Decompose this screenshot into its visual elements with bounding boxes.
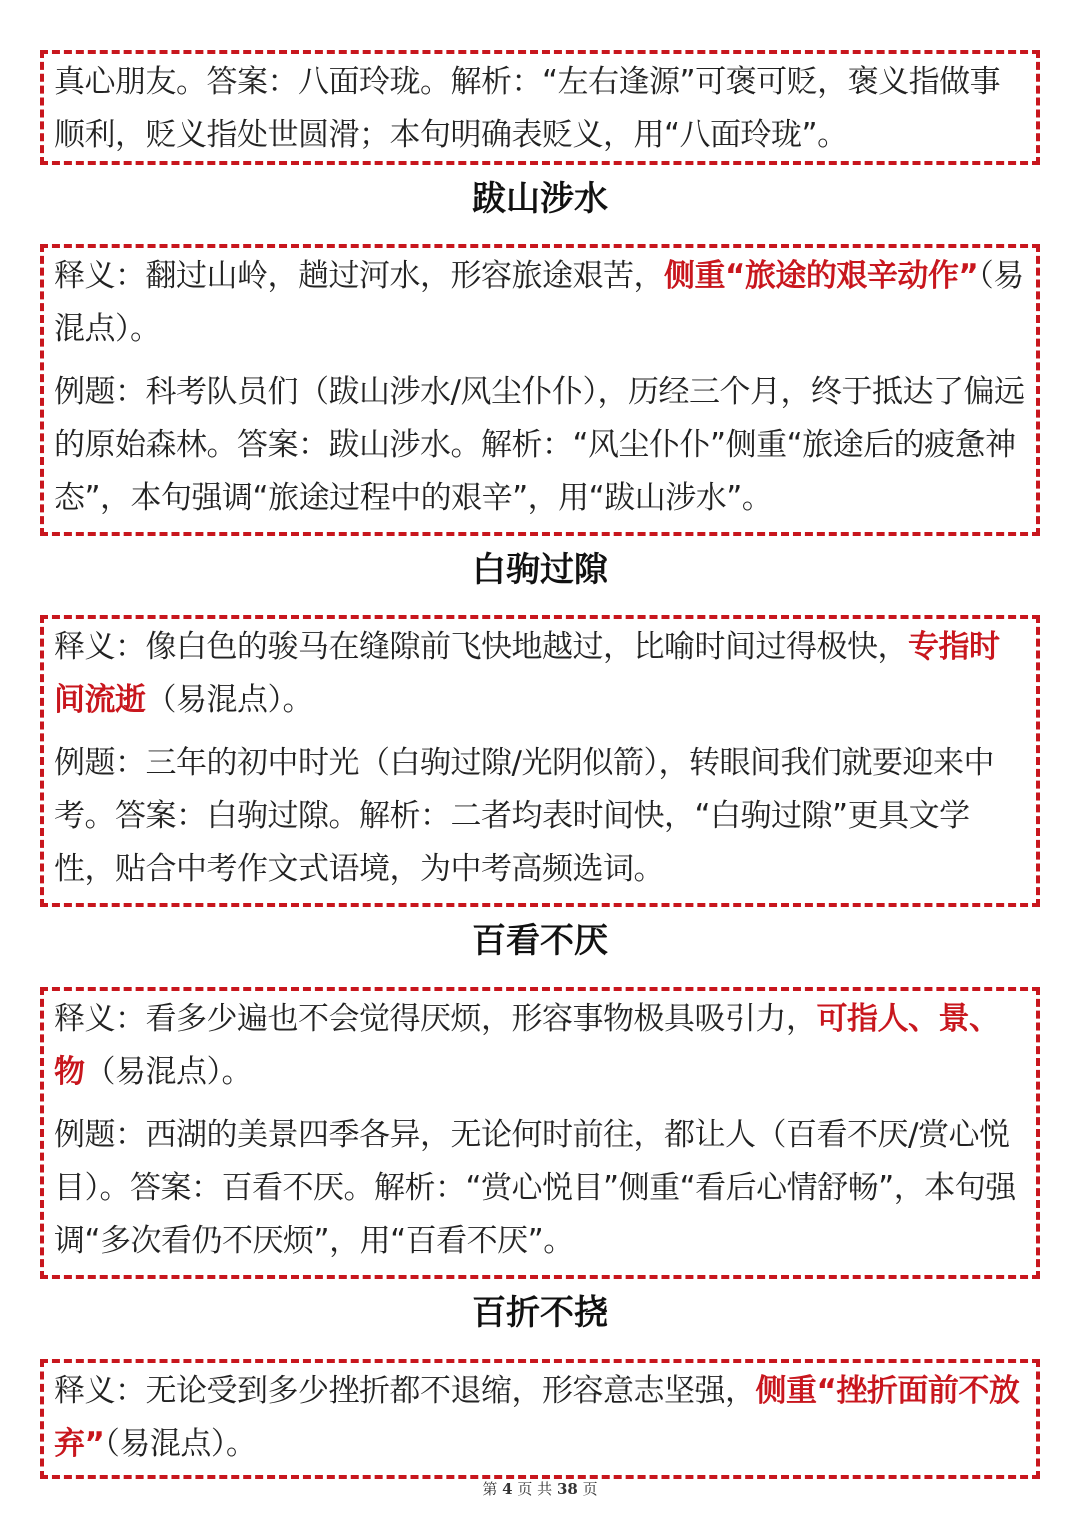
total-pages: 38 [556,1480,578,1498]
definition-2-prefix: 释义：像白色的骏马在缝隙前飞快地越过，比喻时间过得极快， [54,629,908,665]
example-2: 例题：三年的初中时光（白驹过隙/光阴似箭），转眼间我们就要迎来中考。答案：白驹过隙。解析：二者均表时间快，“白驹过隙”更具文学性，贴合中考作文式语境，为中考高频选词。 [54,745,994,887]
entry-box-1 [40,244,1040,536]
entry-box-3 [40,987,1040,1279]
definition-1-prefix: 释义：翻过山岭，趟过河水，形容旅途艰苦， [54,258,664,294]
entry-box-4 [40,1359,1040,1479]
definition-4 [54,1365,1026,1471]
page-number [0,1478,1080,1499]
entry-title-3: 百看不厌 [472,921,608,961]
definition-4-highlight: 侧重“挫折面前不放弃” [54,1373,1020,1462]
definition-1-suffix: （易混点）。 [54,258,1024,347]
definition-4-suffix: （易混点）。 [104,1426,257,1462]
current-page: 4 [502,1480,513,1498]
definition-2 [54,621,1026,727]
definition-3 [54,993,1026,1099]
page-number-prefix: 第 [482,1480,498,1498]
definition-3-suffix: （易混点）。 [84,1054,252,1090]
entry-title-1: 跋山涉水 [472,179,608,219]
definition-1 [54,250,1026,356]
top-box-text: 真心朋友。答案：八面玲珑。解析：“左右逢源”可褒可贬，褒义指做事顺利，贬义指处世圆滑；本句明确表贬义，用“八面玲珑”。 [54,64,1001,153]
definition-3-prefix: 释义：看多少遍也不会觉得厌烦，形容事物极具吸引力， [54,1001,817,1037]
definition-1-highlight: 侧重“旅途的艰辛动作” [664,258,979,294]
definition-2-highlight: 专指时间流逝 [54,629,1000,718]
page-number-middle: 页 共 [517,1480,553,1498]
definition-2-suffix: （易混点）。 [145,682,313,718]
top-continuation-box [40,50,1040,165]
entry-title-2: 白驹过隙 [472,550,608,590]
page-number-suffix: 页 [582,1480,598,1498]
definition-4-prefix: 释义：无论受到多少挫折都不退缩，形容意志坚强， [54,1373,756,1409]
entry-box-2 [40,615,1040,907]
entry-title-4: 百折不挠 [472,1293,608,1333]
example-1: 例题：科考队员们（跋山涉水/风尘仆仆），历经三个月，终于抵达了偏远的原始森林。答案：跋山涉水。解析：“风尘仆仆”侧重“旅途后的疲惫神态”，本句强调“旅途过程中的艰辛”，用“跋山涉水”。 [54,374,1025,516]
example-3: 例题：西湖的美景四季各异，无论何时前往，都让人（百看不厌/赏心悦目）。答案：百看不厌。解析：“赏心悦目”侧重“看后心情舒畅”，本句强调“多次看仍不厌烦”，用“百看不厌”。 [54,1117,1016,1259]
definition-3-highlight: 可指人、景、物 [54,1001,1000,1090]
